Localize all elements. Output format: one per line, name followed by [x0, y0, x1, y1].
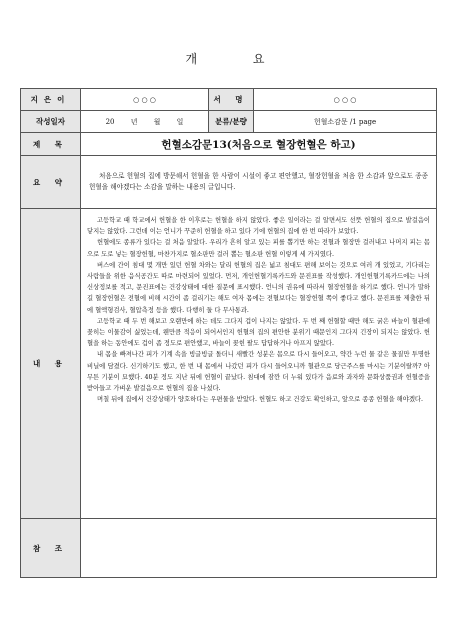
overview-form-table [20, 88, 437, 578]
reference-value [81, 519, 437, 578]
content-paragraph: 내 몸을 빠져나간 피가 기계 속을 빙글빙글 돌더니 새빨간 성분은 몸으로 다시 들어오고, 약간 누런 물 같은 물질만 투명한 비닐에 담겼다. 신기하기도 했고, 한 번 내 몸에서 나갔던 피가 다시 들어오니까 혈관으로 당근주스를 마시는 기분이랄까? 아무튼 기분이 묘했다. 40분 정도 지난 뒤에 헌혈이 끝났다. 침대에 잠깐 더 누워 있다가 음료와 과자와 문화상품권과 헌혈증을 받아들고 가벼운 발걸음으로 헌혈의 집을 나섰다. [87, 351, 430, 393]
title-label: 제 목 [21, 133, 81, 156]
content-paragraph: 헌혈에도 종류가 있다는 걸 처음 알았다. 우리가 흔히 알고 있는 피를 뽑기만 하는 전혈과 혈장만 걸러내고 나머지 피는 몸으로 도로 넣는 혈장헌혈, 마찬가지로 혈소판만 걸러 뽑는 혈소판 헌혈 이렇게 세 가지였다. [87, 239, 430, 258]
date-value: 20 년 월 일 [81, 111, 209, 133]
author-value: ○ ○ ○ [81, 89, 209, 111]
class-label: 분류/분량 [209, 111, 254, 133]
page-title: 개 요 [185, 52, 291, 66]
class-value: 헌혈소감문 /1 page [254, 111, 437, 133]
document-title: 헌혈소감문13(처음으로 혈장헌혈은 하고) [81, 133, 437, 156]
summary-label: 요 약 [21, 156, 81, 209]
date-label: 작성일자 [21, 111, 81, 133]
content-paragraph: 며칠 뒤에 집에서 건강상태가 양호하다는 우편물을 받았다. 헌혈도 하고 건강도 확인하고, 앞으로 종종 헌혈을 해야겠다. [97, 396, 424, 404]
content-paragraph: 고등학교 때 두 번 해보고 오랜만에 하는 데도 그다지 겁이 나지는 않았다. 두 번 째 헌혈할 때만 해도 굵은 바늘이 혈관에 꽂히는 이물감이 싫었는데, 웬만큼 적응이 되어서인지 헌혈의 집의 편안한 분위기 때문인지 그다지 긴장이 되지는 않았다. 헌혈을 하는 동안에도 겁이 좀 정도로 편안했고, 바늘이 꽂힌 팔도 답답하거나 아프지 않았다. [87, 317, 430, 348]
book-title-value: ○ ○ ○ [254, 89, 437, 111]
book-title-label: 서 명 [209, 89, 254, 111]
content-paragraph: 고등학교 때 학교에서 헌혈을 한 이후로는 헌혈을 하지 않았다. 좋은 일이라는 걸 알면서도 선뜻 헌혈의 집으로 발걸음이 닿지는 않았다. 그런데 이는 언니가 꾸준히 헌혈을 하고 있다 기에 헌혈의 집에 한 번 따라가 보았다. [87, 217, 430, 236]
author-label: 지은이 [21, 89, 81, 111]
summary-text: 처음으로 헌혈의 집에 방문해서 헌혈을 한 사람이 시설이 좋고 편안했고, 혈장헌혈을 처음 한 소감과 앞으로도 종종 헌혈을 해야겠다는 소감을 말하는 내용의 글입니다. [81, 156, 437, 209]
content-paragraph: 버스에 간이 침대 몇 개만 있던 헌혈 차와는 달리 헌혈의 집은 넓고 침대도 편해 보이는 것으로 여러 개 있었고, 기다리는 사람들을 위한 음식공간도 따로 마련되어 있었다. 먼저, 개인헌혈기록카드와 문진표를 작성했다. 개인헌혈기록카드에는 나의 신상정보를 적고, 문진표에는 건강상태에 대한 질문에 표시했다. 언니의 권유에 따라서 혈장헌혈을 하기로 했다. 언니가 말하길 혈장헌혈은 전혈에 비해 시간이 좀 걸리기는 해도 여자 몸에는 전혈보다는 혈장헌혈 쪽이 좋다고 했다. 문진표를 제출한 뒤에 혈액형검사, 혈압측정 등을 했다. 다행히 둘 다 무사통과. [87, 261, 430, 314]
content-label: 내 용 [21, 209, 81, 519]
content-body [81, 209, 437, 519]
reference-label: 참 조 [21, 519, 81, 578]
